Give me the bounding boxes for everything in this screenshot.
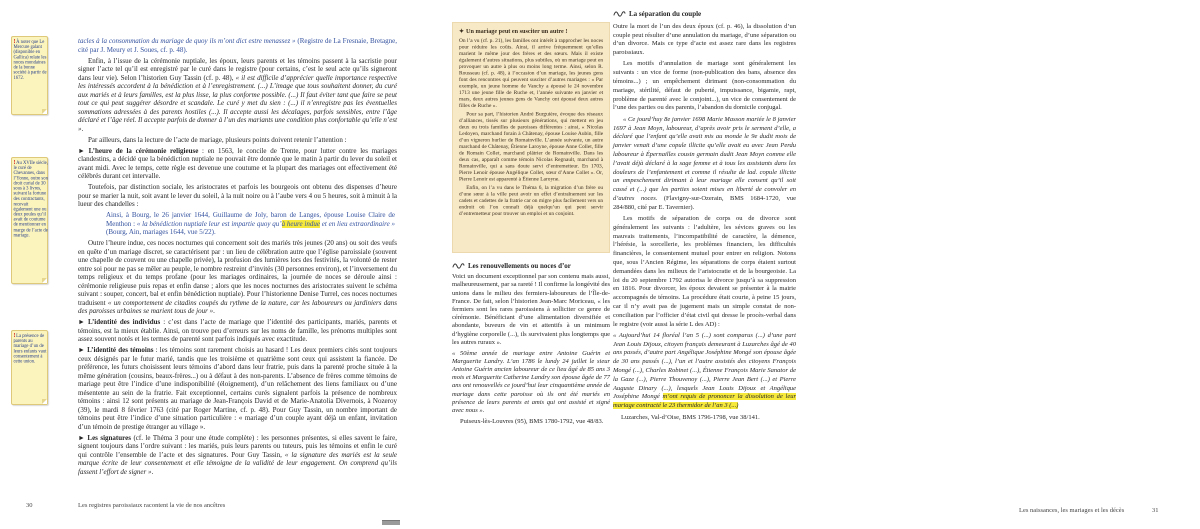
paragraph [78, 318, 397, 344]
section-body [613, 23, 796, 423]
paragraph [78, 57, 397, 134]
text-segment: (Registre de La Fresnaie, Bretagne, cité par J. Meury et J. Soues, cf. p. 48). [78, 37, 397, 54]
right-page-column-1 [452, 22, 610, 428]
warning-icon: ! [13, 37, 16, 45]
text-segment: « Aujourd’hui 14 floréal l’an 5 (...) sont comparus (...) d’une part Jean Louis Dijoux, citoyen français demeurant à Luzarches âgé de 40 ans passés, d’autre part Angélique Joséphine Mongé son épouse âgée de 30 ans passés (...), l’un et l’autre assistés des citoyens François Mongé (...), Charles Robinet (...), Étienne François Marie Sanator de la Gaze (...), Pierre Thouvenoy (...), Pierre Jean Bert (...) et Pierre Auguste Dinary (...), lesquels Jean Louis Dijoux et Angélique Joséphine Mongé [613, 331, 796, 401]
right-page-column-2 [613, 10, 796, 425]
sidebar-box-body [459, 37, 603, 216]
text-segment: (cf. le Théma 3 pour une étude complète) : les personnes présentes, si elles savent le faire, signent toujours dans l’ordre suivant : les mariés, puis leurs parents ou tuteurs, puis les témoins et enfin le curé qui contrôle l’ensemble de l’acte et des signatures. Pour Guy Tassin, [78, 433, 397, 459]
paragraph [78, 183, 397, 209]
paragraph [78, 239, 397, 316]
paragraph [452, 273, 610, 347]
text-segment: « il est difficile d’apprécier quelle importance respective les intéressés accordent à la bénédiction et à l’enregistrement. (...) L’image que tous souhaitent donner, du curé aux mariés et à leurs familles, est la plus lisse, la plus conforme possible. (...) Il faut éviter tant que faire se peut tout ce qui peut suggérer désordre et scandale. Le curé y met du sien : (...) il n’enregistre pas les éventuelles sommations adressées à des parents hostiles (...). Il accepte aussi les décalages, parfois sensibles, entre l’âge déclaré et l’âge réel. Il accepte parfois de donner à l’un des mariants une condition plus confortable qu’elle n’est » [78, 73, 398, 133]
page-number: 31 [1152, 507, 1159, 514]
gold-weddings-section [452, 262, 610, 426]
running-footer: Les registres paroissiaux racontent la vie de nos ancêtres [78, 502, 226, 509]
paragraph [613, 116, 796, 213]
text-segment: Voici un document exceptionnel par son contenu mais aussi, malheureusement, par sa rareté ! Il confirme la longévité des unions dans le milieu des fermiers-laboureurs de l’Île-de-France. De fait, selon l’historien Jean-Marc Moriceau, « les fermiers sont les rares paroissiens à solliciter ce genre de cérémonie. Bénéficiant d’une alimentation diversifiée et abondante, buveurs de vin et attentifs à un minimum d’hygiène corporelle (...), ils survivaient plus longtemps que les autres ruraux ». [452, 273, 610, 346]
section-title: Les renouvellements ou noces d’or [468, 262, 571, 270]
paragraph [613, 23, 796, 58]
paragraph [459, 184, 603, 216]
running-footer: Les naissances, les mariages et les décès [1019, 507, 1125, 514]
text-segment: ► L’identité des témoins [78, 346, 154, 354]
text-segment: m’ont requis de prononcer la dissolution de leur mariage contracté le 23 thermidor de l’an 3 (...) [613, 393, 796, 410]
sidebar-box-title-text: Un mariage peut en susciter un autre ! [466, 28, 568, 35]
flourish-icon [613, 10, 626, 18]
text-segment: Enfin, à l’issue de la cérémonie nuptiale, les époux, leurs parents et les témoins passent à la sacristie pour signer l’acte tel qu’il est enregistré par le curé dans le registre (pour certains, c’est le seul acte qu’ils signeront dans leur vie). Selon l’historien Guy Tassin (cf. p. 48), [78, 56, 397, 82]
paragraph [78, 136, 397, 145]
paragraph [613, 60, 796, 113]
text-segment: « Ce jourd’huy 8e janvier 1698 Marie Masson mariée le 8 janvier 1697 à Jean Moyn, laboureur, d’après avoir pris le serment d’elle, a déclaré que l’enfant qu’elle avait mis au monde le 9e dudit mois de janvier venait d’une copule illicite qu’elle avait eu avec Jean Perdu laboureur à Épernailles cousin germain dudit Jean Moyn comme elle l’avait déjà déclaré à la sage femme et à tous les assistants dans les douleurs de l’enfantement et comme il résulte de lad. copule illicite un empeschement dirimant à leur mariage elle consent qu’il soit cassé et (...) que les parties soient mises en liberté de convoler en d’autres noces. [613, 115, 796, 202]
warning-icon: ! [13, 331, 16, 339]
text-segment: Pour sa part, l’historien André Burguière, évoque des réseaux d’alliances, tissés sur plusieurs générations, qui mettent en jeu deux ou trois familles de paroisses différentes : ainsi, « Nicolas Ledoyen, marchand forain à Châtenay, épouse Louise Aubin, fille d’un vigneron hurlier de Romainville. L’année suivante, un autre marchand de Châtenay, Étienne Laroyne, épouse Anne Collet, fille de Romain Collet, marchand plâtrier de Romainville. Dans les deux cas, apparaît comme témoin Nicolas Regnault, marchand à Romainville, qui a sans doute servi d’entremetteur. En 1703, Pierre Lenoir épouse Angélique Collet, sœur d’Anne Collet ». Or, Pierre Lenoir est apparenté à Étienne Laroyne. [459, 110, 604, 182]
diamond-icon: ✦ [459, 29, 465, 35]
paragraph [78, 147, 397, 181]
paragraph [78, 346, 397, 431]
margin-note [11, 330, 48, 405]
page-number: 30 [26, 502, 33, 509]
margin-note-text: À noter que Le Mercure galant (disponible en Gallica) relate les noces mondaines de la bonne société à partir de 1672. [13, 39, 47, 81]
text-segment: Par ailleurs, dans la lecture de l’acte de mariage, plusieurs points doivent retenir l’attention : [88, 135, 347, 144]
flourish-icon [452, 262, 465, 270]
text-segment: Outre l’heure indue, ces noces nocturnes qui concernent soit des mariés très jeunes (20 ans) ou soit des veufs en quête d’un mariage discret, se caractérisent par : un lieu de célébration autre que l’église paroissiale (souvent une chapelle de couvent ou une chapelle privée), la profusion des lumières lors des festivités, la volonté de rester entre soi pour ne pas se mêler au peuple, le nombre restreint d’invités (30 personnes environ), et l’inversement du temps religieux et du temps profane (pour les mariages ordinaires, la journée de noces se déroule ainsi : cérémonie religieuse puis repas et enfin danse ; alors que les noces nocturnes des aristocrates suivent le schéma suivant : souper, concert, bal et enfin bénédiction nuptiale). Pour l’historienne Denise Turrel, ces noces nocturnes traduisent [78, 239, 397, 307]
text-segment: Puiseux-lès-Louvres (95), BMS 1780-1792, vue 48/83. [460, 417, 604, 425]
text-segment: ► L’identité des individus [78, 318, 161, 326]
text-segment: Les motifs d’annulation de mariage sont généralement les suivants : un vice de forme (non-publication des bans, absence des témoins...) ; un empêchement dirimant (non-consommation du mariage, stérilité, défaut de puberté, impuissance, bigamie, rapt, problème de parenté avec le conjoint...), un vice de consentement de l’une des parties ou des parents, l’abandon du domicile conjugal. [613, 60, 796, 112]
section-heading [613, 10, 796, 19]
paragraph [78, 434, 397, 477]
page-right [400, 0, 1159, 529]
paragraph [452, 418, 610, 426]
margin-note-text: La présence de parents au mariage d’un de leurs enfants vaut consentement à cette union. [13, 333, 47, 365]
text-segment: Luzarches, Val-d’Oise, BMS 1796-1798, vue 38/141. [621, 413, 760, 421]
paragraph [613, 414, 796, 423]
left-page-text-column [78, 37, 397, 479]
text-segment: Toutefois, par distinction sociale, les aristocrates et parfois les bourgeois ont obtenu des dispenses d’heure pour se marier la nuit, soit avant le lever du soleil, à la nuit noire ou à l’aube vers 4 ou 5 heures, soit à minuit à la lueur des chandelles : [78, 183, 397, 208]
section-heading [452, 262, 610, 270]
text-segment: : c’est dans l’acte de mariage que l’identité des participants, mariés, parents et témoins, est la mieux établie. Ainsi, on trouve peu d’erreurs sur les noms de famille, les prénoms multiples sont assez souvent notés et les termes de parenté sont parfois indiqués avec exactitude. [78, 318, 397, 343]
text-segment: . [151, 467, 154, 476]
text-segment: (Bourg, Ain, mariages 1644, vue 5/22). [106, 228, 216, 236]
paragraph [613, 215, 796, 329]
margin-note-body [12, 331, 50, 366]
section-title: La séparation du couple [629, 10, 702, 18]
text-segment: (Flavigny-sur-Ozerain, BMS 1684-1720, vue 284/880, cité par E. Tavernier). [613, 194, 796, 211]
margin-note-body [12, 37, 50, 82]
text-segment: On l’a vu (cf. p. 21), les familles ont intérêt à rapprocher les noces pour réduire les coûts. Ainsi, il arrive fréquemment qu’elles marient le même jour des frères et des sœurs. Mais il existe également d’autres situations, plus subtiles, où un mariage peut en provoquer un autre à plus ou moins long terme. Ainsi, selon R. Rousseau (cf. p. 48), à l’occasion d’un mariage, les jeunes gens font des rencontres qui peuvent susciter d’autres mariages : « Par exemple, un jeune homme de Vanchy a épousé le 24 novembre 1713 une jeune fille de Ruche et, l’année suivante en janvier et mars, deux autres jeunes gens de Vanchy ont épousé deux autres filles de Ruche ». [459, 37, 604, 109]
paragraph [459, 37, 603, 108]
margin-note [11, 157, 48, 284]
paragraph [106, 211, 395, 237]
sidebar-box-title [459, 28, 603, 35]
text-segment: « 50ème année de mariage entre Antoine Guérin et Marguerite Landry. L’an 1786 le lundy 24 juillet le sieur Antoine Guérin ancien laboureur de ce lieu âgé de 85 ans 3 mois et Marguerite Catherine Landry son épouse âgée de 77 ans ont renouvellés ce jourd’hui leur cinquantième année de mariage dans cette paroisse où ils ont été mariés en présence de leurs parents et amis qui ont assisté et signé avec nous ». [452, 349, 610, 414]
text-segment: : en 1563, le concile de Trente, pour lutter contre les mariages clandestins, a décidé que la bénédiction nuptiale ne pouvait être donnée que le matin à partir du lever du soleil et avant midi. Avec le temps, cette règle est devenue une coutume et la plupart des mariages ont effectivement été célébrés durant cet intervalle. [78, 146, 397, 180]
text-segment: Les motifs de séparation de corps ou de divorce sont généralement les suivants : l’adultère, les sévices graves ou les mauvais traitements, l’incompatibilité de caractère, la démence, l’hérésie, la sorcellerie, les problèmes financiers, les difficultés financières, le consentement mutuel pour entrer en religion. Notons que, sous l’Ancien Régime, les séparations de corps étaient surtout demandées dans les milieux de l’aristocratie et de la bourgeoisie. La loi du 20 septembre 1792 autorisa le divorce jusqu’à sa suppression en 1816. Pour divorcer, les époux devaient se présenter à la mairie accompagnés de témoins. La procédure était courte, à peine 15 jours, car il n’y avait pas de jugement mais un simple constat de non-conciliation par l’officier d’état civil qui dresse le procès-verbal dans le registre (voir aussi la série L des AD) : [613, 215, 796, 328]
text-segment: Outre la mort de l’un des deux époux (cf. p. 46), la dissolution d’un couple peut résulter d’une annulation du mariage, d’une séparation ou d’un divorce. Mais ce type d’acte est assez rare dans les registres paroissiaux. [613, 22, 796, 57]
paragraph [78, 37, 397, 54]
text-segment: tacles à la consommation du mariage de quoy ils m’ont dict estre menassez » [78, 37, 296, 45]
paragraph [459, 110, 603, 181]
text-segment: à heure indue [281, 219, 320, 228]
text-segment: « la bénédiction nuptiale leur est impartie quoy qu’ [136, 219, 282, 228]
warning-icon: ! [13, 158, 16, 166]
text-segment: et en lieu extraordinaire » [319, 219, 395, 228]
text-segment: . [213, 307, 215, 315]
paragraph [452, 350, 610, 416]
section-body [452, 273, 610, 426]
text-segment: Enfin, on l’a vu dans le Théma 6, la migration d’un frère ou d’une sœur à la ville peut avoir un effet d’entraînement sur les cadets et cadettes de la fratrie car on migre plus facilement vers un endroit où l’on connaît déjà quelqu’un qui peut servir d’entremetteur pour trouver un emploi et un conjoint. [459, 183, 604, 217]
text-segment: . [81, 124, 84, 133]
text-segment: « un comportement de citadins coupés du rythme de la nature, car les laboureurs ou jardiniers dans des paroisses urbaines se marient tous de jour » [78, 298, 397, 315]
margin-note-body [12, 158, 50, 239]
page-left [0, 0, 400, 529]
text-segment: « la signature des mariés est la seule marque écrite de leur consentement et elle témoigne de la validité de leur engagement. On comprend qu’ils fassent l’effort de signer » [78, 450, 397, 476]
text-segment: ► Les signatures [78, 433, 131, 442]
margin-note-text: Au XVIIe siècle, le curé de Chevannes, dans l’Yonne, outre son droit curial de 30 sous à 3 livres, suivant la fortune des contractants, recevait également une ou deux poules qu’il avait de coutume de mentionner en marge de l’acte de mariage. [13, 160, 48, 238]
margin-note [11, 36, 48, 115]
sidebar-box [452, 22, 610, 253]
text-segment: : les témoins sont rarement choisis au hasard ! Les deux premiers cités sont toujours ceux désignés par le futur marié, tandis que les troisième et quatrième sont ceux qui assistent la fiancée. De préférence, les futurs choisissent leurs témoins d’abord dans leur fratrie, puis dans la parenté proche située à la même génération (cousins, beaux-frères...) ou à défaut à des non-parents. L’absence de frères comme témoins de mariage peut être l’indice d’une indisponibilité (éloignement), d’un relâchement des liens familiaux ou d’une mésentente au sein de la fratrie. Fait exceptionnel, certains curés signalent parfois la présence de nombreux témoins : ainsi 12 sont présents au mariage de Jean-François David et de Marie-Anatolia Divernois, à Nozeroy (39), le mardi 8 février 1763 (cité par Roger Martine, cf. p. 48). Pour Guy Tassin, un nombre important de témoins peut être l’indice d’une situation particulière : « mariage d’un couple ayant déjà un enfant, invitation d’un témoin de prestige étranger au village ». [78, 346, 397, 431]
paragraph [613, 332, 796, 411]
text-segment: Ainsi, à Bourg, le 26 janvier 1644, Guillaume de Joly, baron de Langes, épouse Louise Claire de Menthon : [106, 211, 395, 228]
text-segment: ► L’heure de la cérémonie religieuse [78, 146, 199, 155]
